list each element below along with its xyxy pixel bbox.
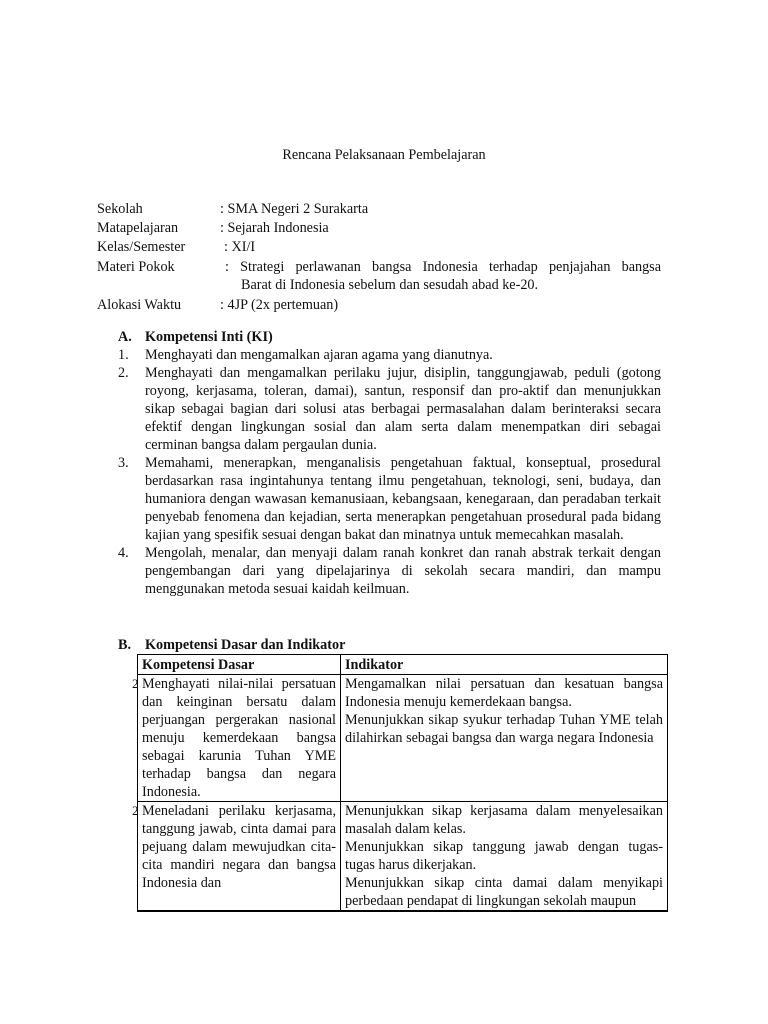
item-text: Menghayati dan mengamalkan ajaran agama yang dianutnya.: [145, 347, 493, 363]
item-number: 2.: [118, 365, 129, 381]
document-title: Rencana Pelaksanaan Pembelajaran: [282, 147, 486, 163]
kd-indikator-table: [132, 654, 668, 912]
info-value-continued: Barat di Indonesia sebelum dan sesudah abad ke-20.: [241, 277, 539, 293]
list-item: [118, 364, 661, 454]
info-value: : Sejarah Indonesia: [220, 220, 329, 236]
info-label: Alokasi Waktu: [97, 297, 182, 313]
kd-cell: [132, 675, 341, 802]
item-text: Mengolah, menalar, dan menyaji dalam ranah konkret dan ranah abstrak terkait dengan pengembangan dari yang dipelajarinya di sekolah secara mandiri, dan mampu menggunakan metoda sesuai kaidah keilmuan.: [145, 545, 661, 597]
info-sekolah: [97, 200, 661, 218]
indikator-item: Mengamalkan nilai persatuan dan kesatuan bangsa Indonesia menuju kemerdekaan bangsa.: [345, 676, 663, 710]
list-item: [118, 346, 661, 364]
table-row: [138, 802, 668, 912]
kd-text: Meneladani perilaku kerjasama, tanggung jawab, cinta damai para pejuang dalam mewujudkan cita-cita mandiri negara dan bangsa Indonesia dan: [142, 803, 336, 891]
table-header-row: [138, 655, 668, 675]
column-header-kd: Kompetensi Dasar: [138, 655, 341, 675]
section-letter: A.: [118, 329, 132, 345]
column-header-indikator: Indikator: [341, 655, 668, 675]
indikator-item: Menunjukkan sikap cinta damai dalam menyikapi perbedaan pendapat di lingkungan sekolah maupun: [345, 875, 663, 909]
info-value: : SMA Negeri 2 Surakarta: [220, 201, 369, 217]
info-kelas: [97, 238, 661, 256]
item-text: Menghayati dan mengamalkan perilaku jujur, disiplin, tanggungjawab, peduli (gotong royong, kerjasama, toleran, damai), santun, responsif dan pro-aktif dan menunjukkan sikap sebagai bagian dari solusi atas berbagai permasalahan dalam berinteraksi secara efektif dengan lingkungan sosial dan alam serta dalam menempatkan diri sebagai cerminan bangsa dalam pergaulan dunia.: [145, 365, 661, 453]
indikator-cell: [341, 802, 668, 912]
section-letter: B.: [118, 637, 132, 653]
section-title: Kompetensi Inti (KI): [145, 329, 273, 345]
kd-text: Menghayati nilai-nilai persatuan dan keinginan bersatu dalam perjuangan pergerakan nasional menuju kemerdekaan bangsa sebagai karunia Tuhan YME terhadap bangsa dan negara Indonesia.: [142, 676, 336, 800]
section-title: Kompetensi Dasar dan Indikator: [145, 637, 346, 653]
info-label: Materi Pokok: [97, 259, 175, 275]
info-value: : Strategi perlawanan bangsa Indonesia terhadap penjajahan bangsa: [225, 259, 661, 275]
info-alokasi: [97, 296, 661, 314]
info-label: Kelas/Semester: [97, 239, 186, 255]
item-number: 4.: [118, 545, 129, 561]
item-text: Memahami, menerapkan, menganalisis pengetahuan faktual, konseptual, prosedural berdasarkan rasa ingintahunya tentang ilmu pengetahuan, teknologi, seni, budaya, dan humaniora dengan wawasan kemanusiaan, kebangsaan, kenegaraan, dan peradaban terkait penyebab fenomena dan kejadian, serta menerapkan pengetahuan prosedural pada bidang kajian yang spesifik sesuai dengan bakat dan minatnya untuk memecahkan masalah.: [145, 455, 661, 543]
row-number: 2: [132, 676, 139, 691]
indikator-cell: [341, 675, 668, 802]
table-row: [138, 675, 668, 802]
indikator-item: Menunjukkan sikap kerjasama dalam menyelesaikan masalah dalam kelas.: [345, 803, 663, 837]
item-number: 3.: [118, 455, 129, 471]
info-value: : 4JP (2x pertemuan): [220, 297, 339, 313]
info-label: Sekolah: [97, 201, 143, 217]
indikator-item: Menunjukkan sikap syukur terhadap Tuhan YME telah dilahirkan sebagai bangsa dan warga negara Indonesia: [345, 712, 663, 746]
info-label: Matapelajaran: [97, 220, 179, 236]
item-number: 1.: [118, 347, 129, 363]
indikator-item: Menunjukkan sikap tanggung jawab dengan tugas-tugas harus dikerjakan.: [345, 839, 663, 873]
list-item: [118, 544, 661, 598]
info-value: : XI/I: [224, 239, 256, 255]
ki-list: [118, 346, 661, 598]
list-item: [118, 454, 661, 544]
kd-cell: [132, 802, 341, 912]
row-number: 2: [132, 803, 139, 818]
info-matapelajaran: [97, 219, 661, 237]
